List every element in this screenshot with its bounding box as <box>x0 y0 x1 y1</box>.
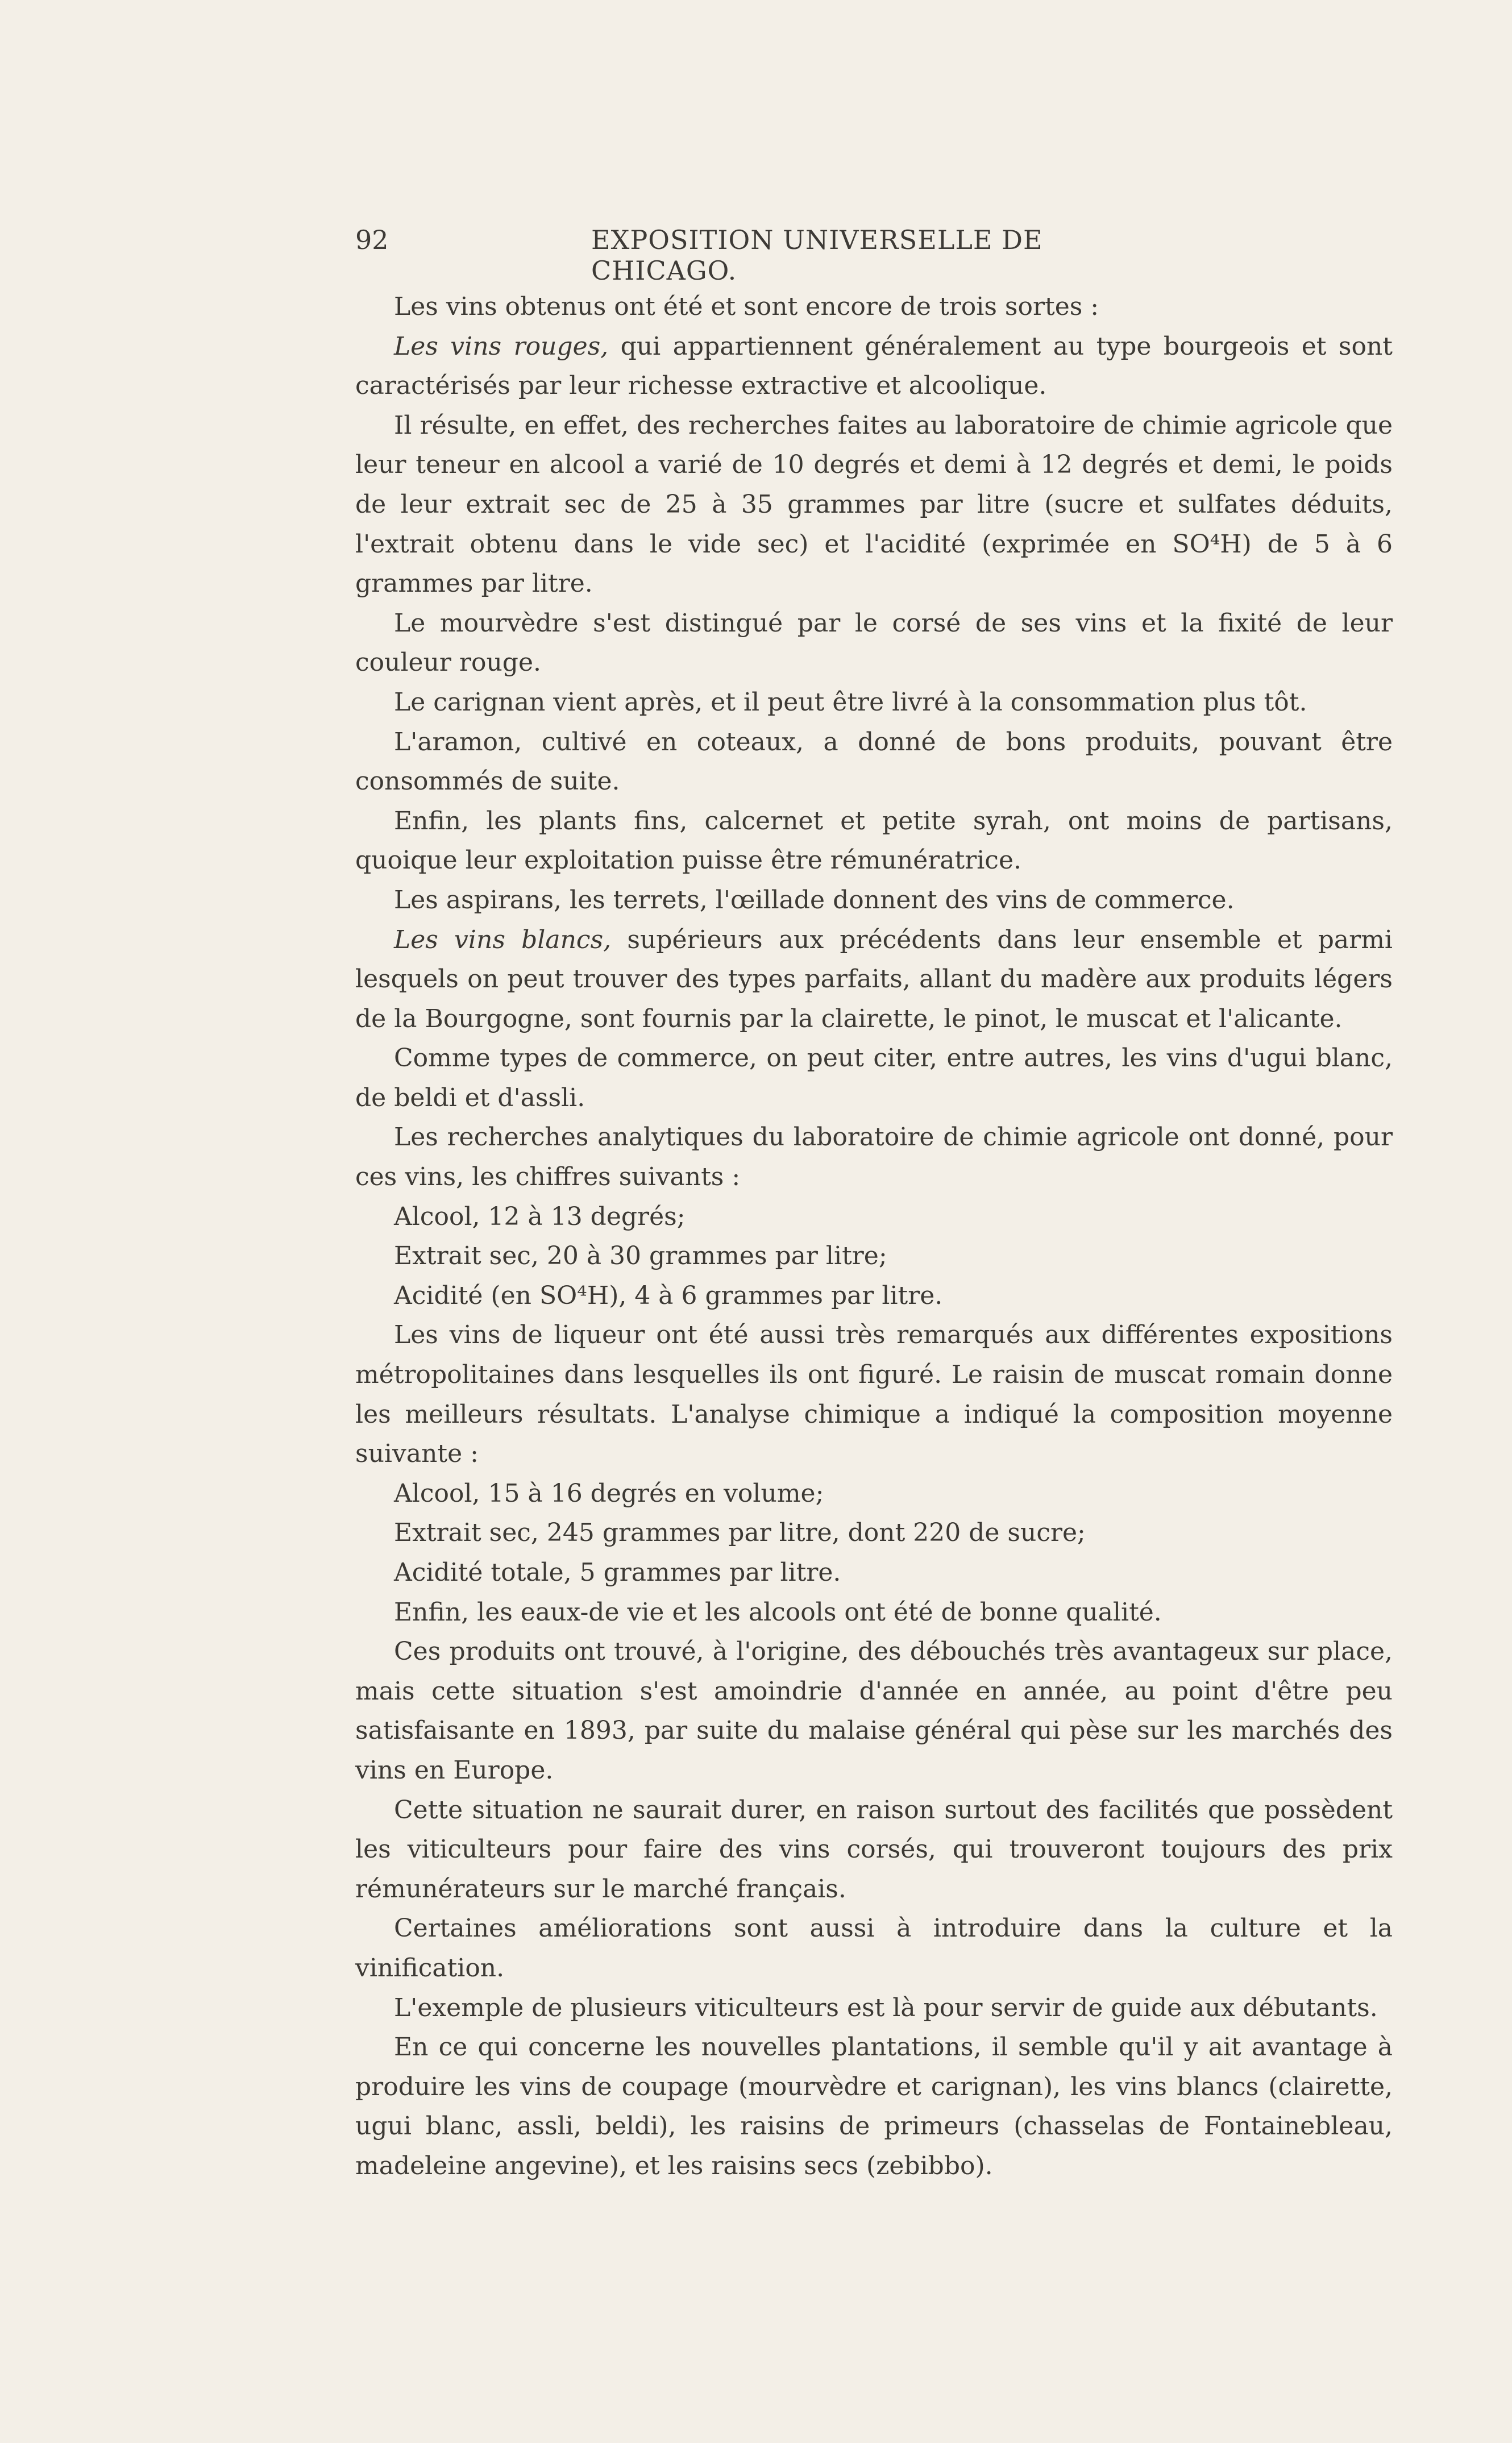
paragraph-text: supérieurs aux précédents dans leur ensemble et parmi lesquels on peut trouver des types parfaits, allant du madère aux produits légers de la Bourgogne, sont fournis par la clairette, le pinot, le muscat et l'alicante. <box>355 925 1393 1033</box>
paragraph-text: Les vins de liqueur ont été aussi très remarqués aux différentes expositions métropolitaines dans lesquelles ils ont figuré. Le raisin de muscat romain donne les meilleurs résultats. L'analyse chimique a indiqué la composition moyenne suivante : <box>355 1320 1393 1469</box>
paragraph <box>355 1988 1393 2028</box>
paragraph-text: Alcool, 15 à 16 degrés en volume; <box>394 1478 824 1508</box>
paragraph <box>355 1632 1393 1790</box>
paragraph <box>355 604 1393 683</box>
paragraph <box>355 1117 1393 1196</box>
paragraph-text: Les recherches analytiques du laboratoire de chimie agricole ont donné, pour ces vins, les chiffres suivants : <box>355 1123 1393 1192</box>
paragraph-text: Acidité (en SO⁴H), 4 à 6 grammes par litre. <box>394 1281 943 1310</box>
italic-lead: Les vins rouges, <box>394 331 609 361</box>
paragraph-text: Ces produits ont trouvé, à l'origine, des débouchés très avantageux sur place, mais cette situation s'est amoindrie d'année en année, au point d'être peu satisfaisante en 1893, par suite du malaise général qui pèse sur les marchés des vins en Europe. <box>355 1637 1393 1785</box>
paragraph-text: Le mourvèdre s'est distingué par le corsé de ses vins et la fixité de leur couleur rouge. <box>355 608 1393 678</box>
paragraph <box>355 327 1393 406</box>
paragraph-text: Enfin, les plants fins, calcernet et petite syrah, ont moins de partisans, quoique leur exploitation puisse être rémunératrice. <box>355 806 1393 875</box>
paragraph <box>355 1038 1393 1117</box>
paragraph-text: Comme types de commerce, on peut citer, entre autres, les vins d'ugui blanc, de beldi et d'assli. <box>355 1044 1393 1112</box>
paragraph-text: Cette situation ne saurait durer, en raison surtout des facilités que possèdent les viticulteurs pour faire des vins corsés, qui trouveront toujours des prix rémunérateurs sur le marché français. <box>355 1795 1393 1904</box>
analysis-line <box>355 1197 1393 1237</box>
paragraph <box>355 1909 1393 1988</box>
paragraph <box>355 801 1393 880</box>
paragraph-text: Extrait sec, 20 à 30 grammes par litre; <box>394 1241 887 1271</box>
page-number: 92 <box>355 225 389 255</box>
paragraph <box>355 1593 1393 1632</box>
analysis-line <box>355 1276 1393 1316</box>
paragraph-text: Certaines améliorations sont aussi à introduire dans la culture et la vinification. <box>355 1914 1393 1983</box>
paragraph-text: Le carignan vient après, et il peut être livré à la consommation plus tôt. <box>394 687 1307 717</box>
paragraph-text: Extrait sec, 245 grammes par litre, dont 220 de sucre; <box>394 1518 1086 1548</box>
analysis-line <box>355 1236 1393 1276</box>
paragraph <box>355 683 1393 722</box>
paragraph <box>355 406 1393 604</box>
paragraph <box>355 920 1393 1039</box>
paragraph-text: Les aspirans, les terrets, l'œillade donnent des vins de commerce. <box>394 885 1235 915</box>
paragraph <box>355 2027 1393 2186</box>
paragraph <box>355 722 1393 801</box>
paragraph-text: L'aramon, cultivé en coteaux, a donné de bons produits, pouvant être consommés de suite. <box>355 727 1393 796</box>
paragraph-text: qui appartiennent généralement au type bourgeois et sont caractérisés par leur richesse extractive et alcoolique. <box>355 331 1393 401</box>
paragraph-text: L'exemple de plusieurs viticulteurs est là pour servir de guide aux débutants. <box>394 1993 1378 2022</box>
paragraph-text: Enfin, les eaux-de vie et les alcools ont été de bonne qualité. <box>394 1597 1162 1627</box>
italic-lead: Les vins blancs, <box>394 925 612 954</box>
paragraph <box>355 1790 1393 1909</box>
analysis-line <box>355 1474 1393 1514</box>
paragraph-text: Les vins obtenus ont été et sont encore de trois sortes : <box>394 292 1099 321</box>
paragraph <box>355 880 1393 920</box>
page-header <box>355 225 1157 286</box>
paragraph-text: Il résulte, en effet, des recherches faites au laboratoire de chimie agricole que leur teneur en alcool a varié de 10 degrés et demi à 12 degrés et demi, le poids de leur extrait sec de 25 à 35 grammes par litre (sucre et sulfates déduits, l'extrait obtenu dans le vide sec) et l'acidité (exprimée en SO⁴H) de 5 à 6 grammes par litre. <box>355 410 1393 599</box>
paragraph-text: Alcool, 12 à 13 degrés; <box>394 1202 686 1231</box>
analysis-line <box>355 1513 1393 1553</box>
running-title: EXPOSITION UNIVERSELLE DE CHICAGO. <box>591 225 1043 286</box>
paragraph-text: Acidité totale, 5 grammes par litre. <box>394 1558 841 1587</box>
analysis-line <box>355 1553 1393 1593</box>
paragraph-text: En ce qui concerne les nouvelles plantations, il semble qu'il y ait avantage à produire les vins de coupage (mourvèdre et carignan), les vins blancs (clairette, ugui blanc, assli, beldi), les raisins de primeurs (chasselas de Fontainebleau, madeleine angevine), et les raisins secs (zebibbo). <box>355 2033 1393 2180</box>
paragraph <box>355 287 1393 327</box>
paragraph <box>355 1315 1393 1473</box>
body-text <box>355 287 1393 2186</box>
